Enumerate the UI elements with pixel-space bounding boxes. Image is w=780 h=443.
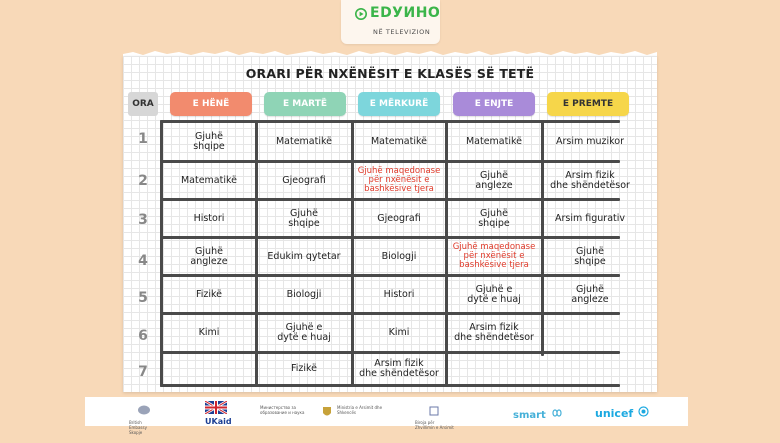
unicef-logo: unicef: [595, 402, 649, 421]
schedule-cell: Kimi: [198, 327, 220, 338]
schedule-cell: Gjuhë maqedonase për nxënësit e bashkësive tjera: [357, 166, 441, 194]
schedule-cell: Fizikë: [290, 363, 318, 374]
day-friday: E PREMTE: [547, 92, 629, 116]
period-number: 6: [138, 328, 148, 344]
period-number: 4: [138, 253, 148, 269]
schedule-cell: Gjuhë shqipe: [288, 207, 320, 229]
schedule-cell: Gjuhë angleze: [475, 169, 513, 191]
schedule-cell: Matematikë: [275, 135, 333, 147]
day-wednesday: E MËRKURË: [358, 92, 440, 116]
schedule-cell: Gjuhë shqipe: [574, 245, 606, 267]
schedule-cell: Gjuhë maqedonase për nxënësit e bashkësive tjera: [452, 242, 536, 270]
smart-infinity-icon: [551, 408, 563, 418]
grid-line: [160, 384, 620, 387]
schedule-cell: Edukim qytetar: [267, 250, 341, 262]
schedule-cell: Kimi: [388, 327, 410, 338]
crest-icon: [137, 405, 151, 416]
schedule-cell: Gjeografi: [377, 212, 421, 224]
schedule-cell: Arsim muzikor: [555, 135, 625, 147]
schedule-cell: [544, 354, 636, 384]
brand-tagline: NË TELEVIZION: [373, 28, 431, 36]
period-number: 5: [138, 290, 148, 306]
brand-logo: [341, 0, 440, 44]
ministry-science-logo: Ministria e Arsimit dhe Shkencës: [337, 405, 383, 415]
period-number: 2: [138, 173, 148, 189]
schedule-cell: Gjuhë angleze: [190, 245, 228, 267]
period-number: 7: [138, 364, 148, 380]
schedule-cell: Matematikë: [370, 135, 428, 147]
schedule-cell: [163, 354, 255, 384]
schedule-cell: Biologji: [381, 250, 417, 262]
schedule-cell: Gjeografi: [282, 174, 326, 186]
schedule-cell: Fizikë: [195, 288, 223, 300]
british-embassy-logo: British Embassy Skopje: [137, 401, 159, 435]
schedule-cell: Arsim fizik dhe shëndetësor: [454, 322, 534, 343]
schedule-cell: Arsim fizik dhe shëndetësor: [359, 358, 439, 379]
schedule-cell: Arsim figurativ: [554, 212, 626, 224]
schedule-cell: [544, 315, 636, 351]
union-flag-icon: [205, 401, 227, 414]
day-thursday: E ENJTE: [453, 92, 535, 116]
period-number: 1: [138, 131, 148, 147]
schedule-cell: Gjuhë angleze: [571, 283, 609, 305]
schedule-cell: Gjuhë e dytë e huaj: [277, 322, 331, 343]
day-tuesday: E MARTË: [264, 92, 346, 116]
schedule-cell: [448, 354, 540, 384]
brand-name: EDУИНО: [370, 5, 441, 21]
schedule-cell: Histori: [383, 288, 415, 300]
schedule-cell: Gjuhë shqipe: [478, 207, 510, 229]
unicef-globe-icon: [638, 406, 649, 417]
period-number: 3: [138, 212, 148, 228]
schedule-cell: Matematikë: [180, 174, 238, 186]
schedule-sheet: [123, 56, 657, 392]
bureau-logo: Biroja për Zhvillimin e Arsimit: [415, 401, 455, 430]
ministry-education-logo: Министерство за образование и наука: [260, 405, 305, 415]
schedule-cell: Histori: [193, 212, 225, 224]
play-circle-icon: [355, 8, 367, 20]
macedonia-emblem-icon: [322, 403, 332, 422]
sponsor-footer: [85, 397, 688, 435]
bureau-icon: [429, 406, 439, 416]
schedule-cell: Gjuhë e dytë e huaj: [467, 283, 521, 305]
schedule-cell: Matematikë: [465, 135, 523, 147]
schedule-cell: Gjuhë shqipe: [193, 130, 225, 152]
schedule-cell: Arsim fizik dhe shëndetësor: [550, 169, 630, 191]
schedule-title: ORARI PËR NXËNËSIT E KLASËS SË TETË: [245, 66, 535, 81]
day-monday: E HËNË: [170, 92, 252, 116]
schedule-cell: Biologji: [286, 288, 322, 300]
ora-header: ORA: [128, 92, 158, 116]
ukaid-logo: UKaid: [205, 399, 232, 426]
smart-logo: smart: [513, 403, 563, 422]
